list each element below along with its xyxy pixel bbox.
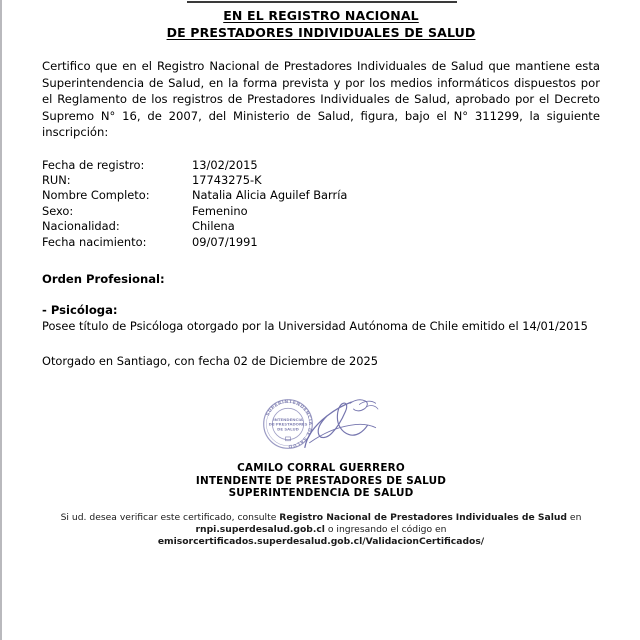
profession-detail: Posee título de Psicóloga otorgado por la Universidad Autónoma de Chile emitido el 14/01/2015 — [42, 318, 588, 333]
footer-bold-registry-cont: Individuales de Salud — [455, 511, 567, 523]
svg-text:INTENDENCIA: INTENDENCIA — [273, 416, 303, 422]
field-label: Sexo: — [42, 203, 74, 218]
certificate-content — [42, 0, 600, 548]
field-label: Fecha nacimiento: — [42, 234, 147, 249]
field-value: 17743275-K — [192, 172, 262, 187]
granted-statement: Otorgado en Santiago, con fecha 02 de Diciembre de 2025 — [42, 353, 378, 368]
handwritten-signature — [300, 394, 384, 452]
field-value: Natalia Alicia Aguilef Barría — [192, 188, 348, 203]
footer-text-1: Si ud. desea verificar este certificado, consulte — [60, 511, 280, 523]
field-value: Femenino — [192, 203, 248, 218]
svg-text:SUPERINTENDENCIA DE SALUD: SUPERINTENDENCIA DE SALUD — [265, 399, 313, 449]
footer-text-2: en — [567, 511, 582, 523]
field-row — [42, 158, 600, 173]
field-row — [42, 235, 600, 250]
intro-paragraph: Certifico que en el Registro Nacional de Prestadores Individuales de Salud que mantiene esta Superintendencia de Salud, en la forma prevista y por los medios informáticos dispuestos por el Reglamento de los registros de Prestadores Individuales de Salud, aprobado por el Decreto Supremo N° 16, de 2007, del Ministerio de Salud, figura, bajo el N° 311299, la siguiente inscripción: — [42, 59, 600, 139]
signer-name: CAMILO CORRAL GUERRERO — [237, 461, 405, 474]
field-label: Nombre Completo: — [42, 188, 150, 203]
stamp-and-signature — [42, 394, 600, 462]
field-row — [42, 204, 600, 219]
title-line-1: EN EL REGISTRO NACIONAL — [223, 8, 419, 23]
footer-link-validacion[interactable]: emisorcertificados.superdesalud.gob.cl/ValidacionCertificados/ — [157, 535, 485, 547]
field-value: Chilena — [192, 219, 235, 234]
signer-block — [42, 462, 600, 500]
document-title — [42, 0, 600, 41]
field-row — [42, 173, 600, 188]
field-label: RUN: — [42, 172, 71, 187]
field-value: 13/02/2015 — [192, 157, 258, 172]
field-row — [42, 219, 600, 234]
field-label: Fecha de registro: — [42, 157, 145, 172]
svg-text:DE SALUD: DE SALUD — [277, 426, 299, 432]
verification-footer — [42, 512, 600, 548]
field-value: 09/07/1991 — [192, 234, 258, 249]
profession-title: - Psicóloga: — [42, 302, 118, 317]
field-label: Nacionalidad: — [42, 219, 120, 234]
svg-text:DE PRESTADORES: DE PRESTADORES — [268, 421, 308, 427]
field-row — [42, 188, 600, 203]
orden-profesional-heading: Orden Profesional: — [42, 271, 165, 286]
signer-institution: SUPERINTENDENCIA DE SALUD — [228, 487, 414, 500]
footer-bold-registry: Registro Nacional de Prestadores — [279, 511, 453, 523]
registry-fields — [42, 158, 600, 250]
footer-link-rnpi[interactable]: rnpi.superdesalud.gob.cl — [195, 523, 325, 535]
signer-role: INTENDENTE DE PRESTADORES DE SALUD — [195, 474, 447, 487]
title-line-2: DE PRESTADORES INDIVIDUALES DE SALUD — [166, 25, 476, 40]
footer-text-3: o ingresando el código en — [324, 523, 447, 535]
